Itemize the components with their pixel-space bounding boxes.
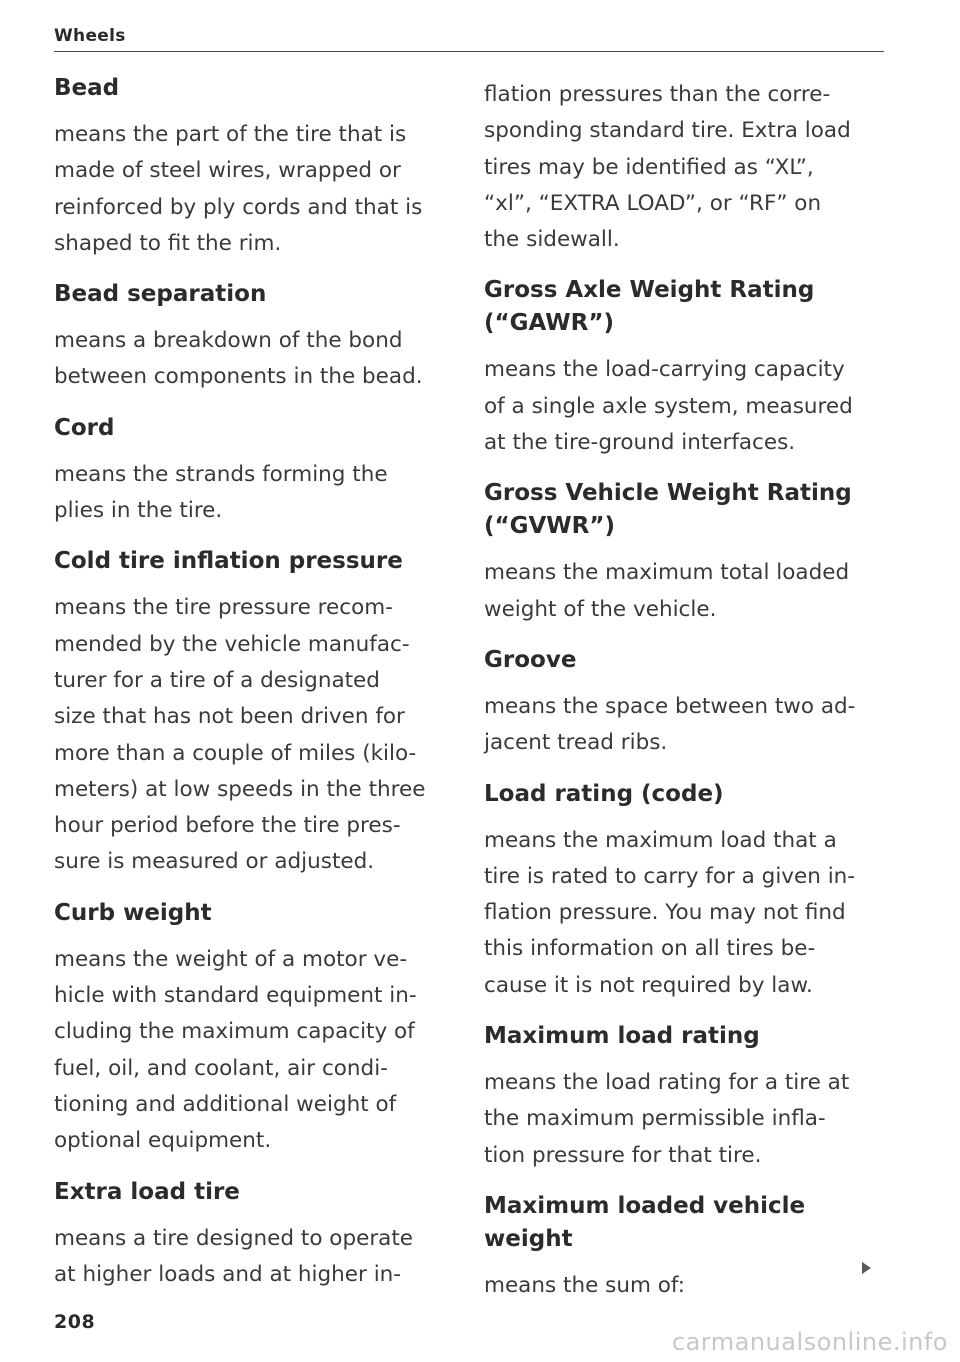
entry-term: Extra load tire (54, 1178, 240, 1205)
entry-definition: means the space between two ad- jacent tread ribs. (484, 693, 856, 756)
entry-term: Bead (54, 75, 120, 101)
entry-term: Cord (54, 414, 115, 441)
glossary-entry-maximum-loaded-vehicle-weight (484, 1190, 884, 1304)
glossary-entry-extra-load-tire (54, 1176, 459, 1294)
glossary-entry-cord (54, 412, 459, 530)
entry-definition: means the sum of: (484, 1272, 685, 1298)
right-column (484, 72, 884, 1320)
entry-definition: means the tire pressure recom- mended by the vehicle manufac- turer for a tire of a designated size that has not been driven for more than a couple of miles (kilo- meters) at low speeds in the three hour period before the tire pres- sure is measured or adjusted. (54, 595, 426, 875)
entry-definition: means the maximum load that a tire is rated to carry for a given in- flation pressure. You may not find this information on all tires be- cause it is not required by law. (484, 827, 856, 998)
entry-term: Gross Axle Weight Rating (“GAWR”) (484, 277, 815, 337)
entry-definition: means the maximum total loaded weight of the vehicle. (484, 560, 850, 622)
header-divider (54, 51, 884, 52)
entry-definition: means a breakdown of the bond between components in the bead. (54, 328, 423, 390)
entry-term: Groove (484, 646, 577, 673)
continue-arrow-icon (862, 1262, 871, 1274)
entry-term: Maximum load rating (484, 1023, 760, 1050)
entry-definition: means a tire designed to operate at higher loads and at higher in- (54, 1225, 414, 1287)
entry-term: Curb weight (54, 899, 212, 926)
entry-definition: means the weight of a motor ve- hicle with standard equipment in- cluding the maximum capacity of fuel, oil, and coolant, air condi- tioning and additional weight of optional equipment. (54, 946, 417, 1154)
glossary-entry-maximum-load-rating (484, 1020, 884, 1174)
entry-term: Bead separation (54, 281, 267, 308)
glossary-entry-gvwr (484, 477, 884, 628)
section-title: Wheels (54, 26, 126, 46)
glossary-entry-curb-weight (54, 897, 459, 1160)
continued-definition: flation pressures than the corre- sponding standard tire. Extra load tires may be identified as “XL”, “xl”, “EXTRA LOAD”, or “RF” on the sidewall. (484, 82, 851, 253)
entry-definition: means the part of the tire that is made of steel wires, wrapped or reinforced by ply cords and that is shaped to fit the rim. (54, 122, 423, 256)
glossary-entry-load-rating (484, 778, 884, 1004)
glossary-entry-bead (54, 72, 459, 262)
entry-term: Load rating (code) (484, 780, 724, 807)
glossary-entry-bead-separation (54, 278, 459, 396)
page-number: 208 (54, 1311, 96, 1333)
glossary-entry-cold-tire-inflation-pressure (54, 545, 459, 880)
watermark: carmanualsonline.info (671, 1328, 948, 1356)
left-column (54, 72, 459, 1309)
entry-term: Cold tire inflation pressure (54, 548, 403, 575)
entry-definition: means the load-carrying capacity of a single axle system, measured at the tire-ground interfaces. (484, 357, 853, 456)
glossary-entry-groove (484, 644, 884, 762)
entry-term: Gross Vehicle Weight Rating (“GVWR”) (484, 480, 852, 540)
glossary-entry-gawr (484, 274, 884, 461)
entry-term: Maximum loaded vehicle weight (484, 1192, 806, 1252)
entry-definition: means the strands forming the plies in the tire. (54, 461, 388, 524)
entry-definition: means the load rating for a tire at the maximum permissible infla- tion pressure for that tire. (484, 1070, 850, 1168)
